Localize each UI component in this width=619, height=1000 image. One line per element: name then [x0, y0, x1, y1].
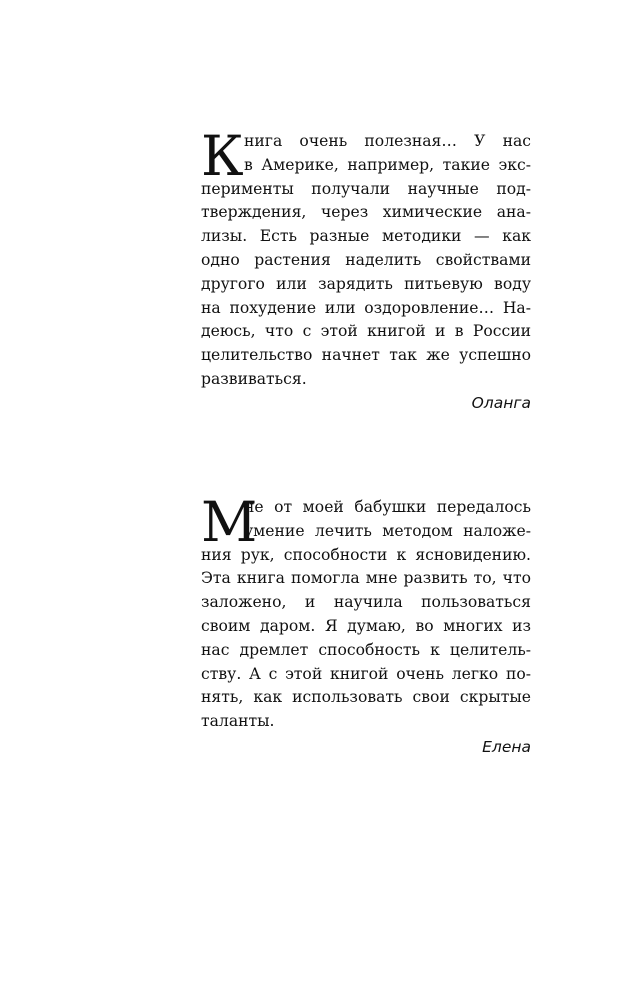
text-line: Эта книга помогла мне развить то, что [201, 569, 531, 588]
drop-cap: К [201, 124, 244, 188]
text-line: ству. А с этой книгой очень легко по- [201, 664, 531, 683]
text-line: лизы. Есть разные методики — как [201, 227, 531, 246]
testimonial-olanga [201, 124, 531, 392]
text-line: умение лечить методом наложе- [244, 521, 531, 540]
text-line: на похудение или оздоровление… На- [201, 298, 531, 317]
text-line: нять, как использовать свои скрытые [201, 688, 531, 707]
text-line: своим даром. Я думаю, во многих из [201, 616, 531, 635]
text-line: в Америке, например, такие экс- [244, 155, 531, 174]
text-line: таланты. [201, 712, 275, 731]
text-line: целительство начнет так же успешно [201, 346, 531, 365]
text-line: перименты получали научные под- [201, 179, 531, 198]
author-signature: Елена [482, 738, 531, 756]
text-line: ния рук, способности к ясновидению. [201, 545, 531, 564]
text-line: одно растения наделить свойствами [201, 250, 531, 269]
text-line: деюсь, что с этой книгой и в России [201, 322, 531, 341]
author-signature: Оланга [471, 394, 531, 412]
testimonial-elena [201, 490, 531, 734]
text-line: не от моей бабушки передалось [244, 498, 531, 516]
text-line: тверждения, через химические ана- [201, 203, 531, 222]
text-line: нига очень полезная… У нас [244, 132, 531, 150]
drop-cap: М [201, 490, 258, 554]
text-line: нас дремлет способность к целитель- [201, 640, 531, 659]
text-line: развиваться. [201, 369, 307, 388]
text-line: заложено, и научила пользоваться [201, 593, 531, 612]
text-line: другого или зарядить питьевую воду [201, 274, 531, 293]
